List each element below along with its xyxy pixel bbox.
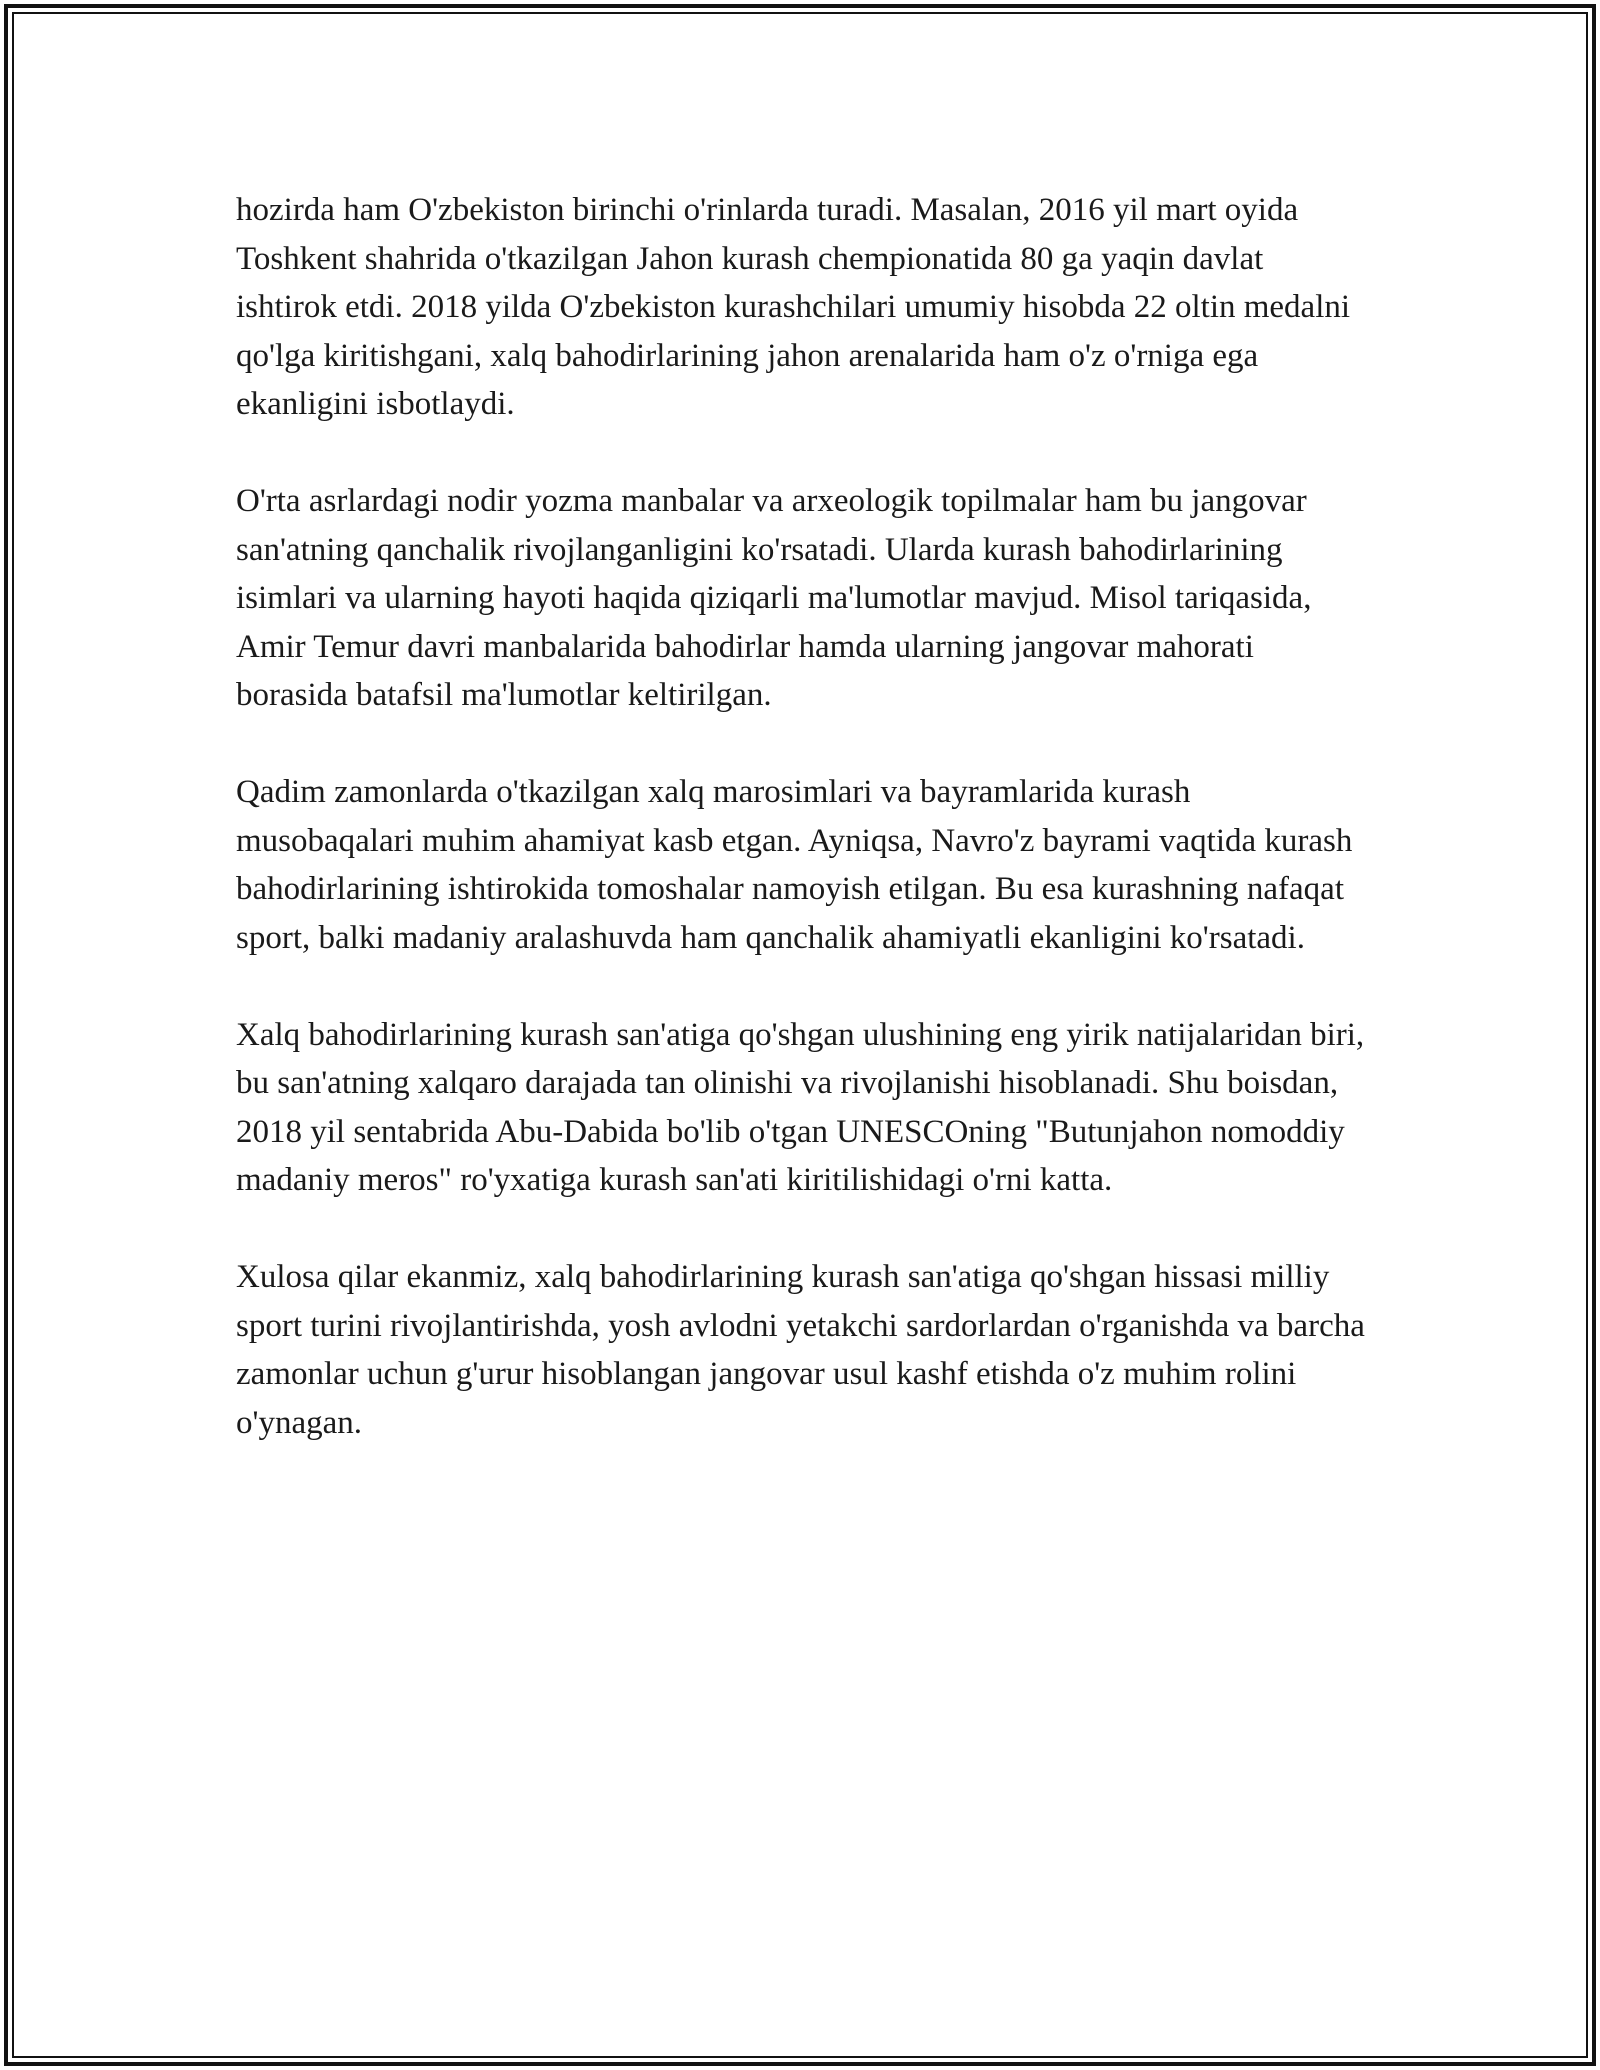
paragraph-5: Xulosa qilar ekanmiz, xalq bahodirlarining kurash san'atiga qo'shgan hissasi milliy sport turini rivojlantirishda, yosh avlodni yetakchi sardorlardan o'rganishda va barcha zamonlar uchun g'urur hisoblangan jangovar usul kashf etishda o'z muhim rolini o'ynagan.: [236, 1259, 1365, 1441]
document-body: [236, 186, 1366, 1447]
paragraph-2: O'rta asrlardagi nodir yozma manbalar va arxeologik topilmalar ham bu jangovar san'atning qanchalik rivojlanganligini ko'rsatadi. Ularda kurash bahodirlarining isimlari va ularning hayoti haqida qiziqarli ma'lumotlar mavjud. Misol tariqasida, Amir Temur davri manbalarida bahodirlar hamda ularning jangovar mahorati borasida batafsil ma'lumotlar keltirilgan.: [236, 483, 1312, 713]
paragraph-3: Qadim zamonlarda o'tkazilgan xalq marosimlari va bayramlarida kurash musobaqalari muhim ahamiyat kasb etgan. Ayniqsa, Navro'z bayrami vaqtida kurash bahodirlarining ishtirokida tomoshalar namoyish etilgan. Bu esa kurashning nafaqat sport, balki madaniy aralashuvda ham qanchalik ahamiyatli ekanligini ko'rsatadi.: [236, 774, 1353, 956]
paragraph-1: hozirda ham O'zbekiston birinchi o'rinlarda turadi. Masalan, 2016 yil mart oyida Toshkent shahrida o'tkazilgan Jahon kurash chempionatida 80 ga yaqin davlat ishtirok etdi. 2018 yilda O'zbekiston kurashchilari umumiy hisobda 22 oltin medalni qo'lga kiritishgani, xalq bahodirlarining jahon arenalarida ham o'z o'rniga ega ekanligini isbotlaydi.: [236, 192, 1351, 422]
paragraph-4: Xalq bahodirlarining kurash san'atiga qo'shgan ulushining eng yirik natijalaridan biri, bu san'atning xalqaro darajada tan olinishi va rivojlanishi hisoblanadi. Shu boisdan, 2018 yil sentabrida Abu-Dabida bo'lib o'tgan UNESCOning "Butunjahon nomoddiy madaniy meros" ro'yxatiga kurash san'ati kiritilishidagi o'rni katta.: [236, 1016, 1365, 1198]
